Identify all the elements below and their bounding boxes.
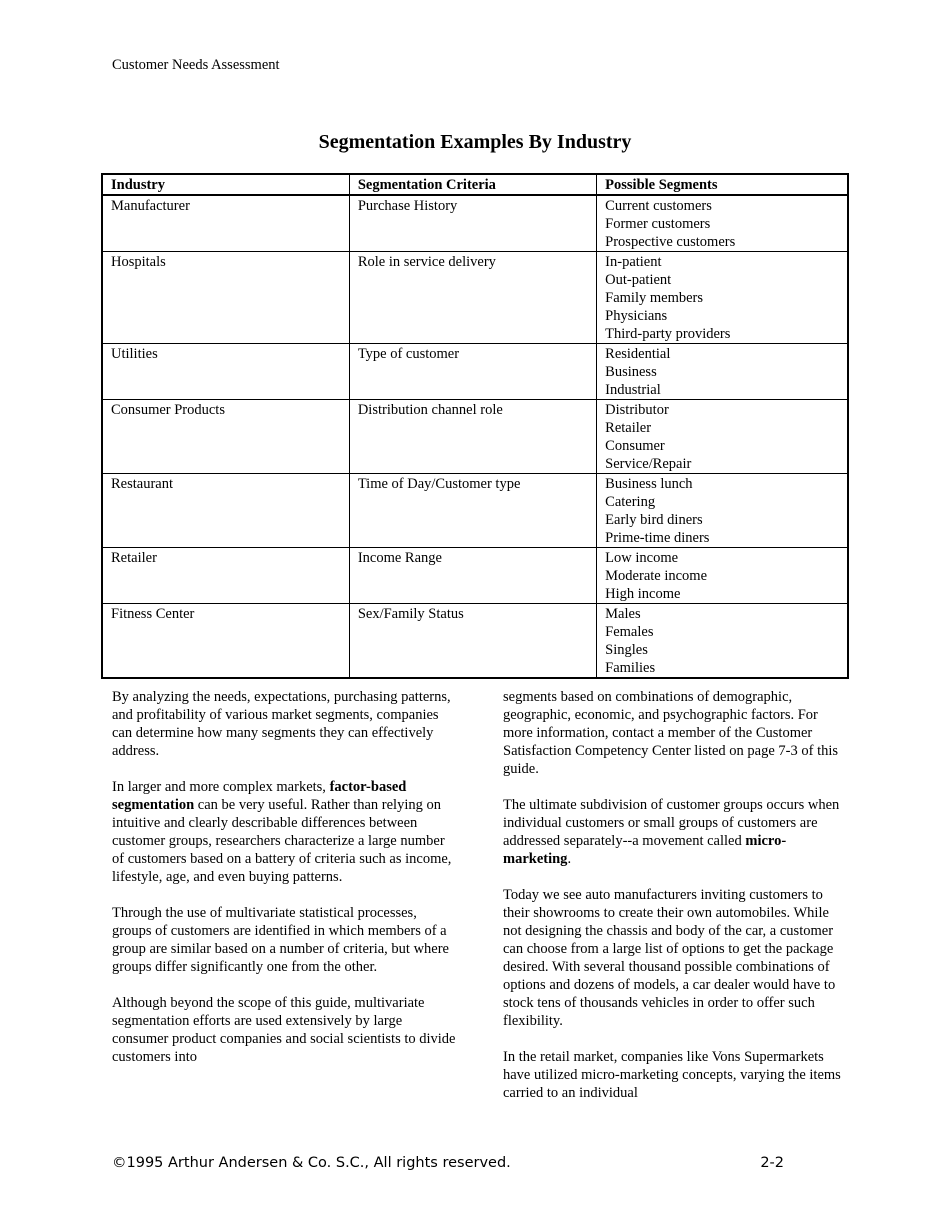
cell-industry: Utilities xyxy=(102,344,349,400)
segment-item: Prospective customers xyxy=(605,234,736,250)
paragraph: Although beyond the scope of this guide, multivariate segmentation efforts are used extensively by large consumer product companies and social scientists to divide customers into xyxy=(112,995,456,1065)
cell-segments xyxy=(597,604,848,679)
segment-item: Residential xyxy=(605,346,671,362)
segment-item: Current customers xyxy=(605,198,712,214)
page-footer xyxy=(112,1155,784,1171)
cell-criteria: Time of Day/Customer type xyxy=(349,474,596,548)
text-run: . xyxy=(567,851,572,867)
table-body xyxy=(102,195,848,678)
column-header-industry: Industry xyxy=(102,174,349,195)
paragraph: Today we see auto manufacturers inviting customers to their showrooms to create their own automobiles. While not designing the chassis and body of the car, a customer can choose from a large list of options to get the package desired. With several thousand possible combinations of options and dozens of models, a car dealer would have to stock tens of thousands vehicles in order to offer such flexibility. xyxy=(503,887,836,1029)
segment-item: Business xyxy=(605,364,657,380)
copyright-notice: ©1995 Arthur Andersen & Co. S.C., All rights reserved. xyxy=(112,1155,511,1171)
bold-term: factor-based segmentation xyxy=(112,779,407,813)
paragraph: Through the use of multivariate statistical processes, groups of customers are identified in which members of a group are similar based on a number of criteria, but where groups differ significantly one from the other. xyxy=(112,905,449,975)
segment-item: Former customers xyxy=(605,216,711,232)
paragraph: In the retail market, companies like Vons Supermarkets have utilized micro-marketing concepts, varying the items carried to an individual xyxy=(503,1049,841,1101)
cell-segments xyxy=(597,195,848,252)
paragraph xyxy=(503,796,848,868)
table-row xyxy=(102,604,848,679)
segment-item: Physicians xyxy=(605,308,668,324)
cell-industry: Fitness Center xyxy=(102,604,349,679)
segment-item: Family members xyxy=(605,290,704,306)
cell-segments xyxy=(597,252,848,344)
segment-item: Catering xyxy=(605,494,656,510)
table-row xyxy=(102,195,848,252)
cell-industry: Consumer Products xyxy=(102,400,349,474)
column-header-segments: Possible Segments xyxy=(597,174,848,195)
cell-criteria: Type of customer xyxy=(349,344,596,400)
segment-item: Consumer xyxy=(605,438,665,454)
segment-item: Early bird diners xyxy=(605,512,703,528)
text-run: In larger and more complex markets, xyxy=(112,779,330,795)
cell-criteria: Sex/Family Status xyxy=(349,604,596,679)
segmentation-table xyxy=(101,173,849,679)
cell-industry: Manufacturer xyxy=(102,195,349,252)
paragraph xyxy=(112,778,457,886)
bold-term: micro-marketing xyxy=(503,833,787,867)
paragraph: By analyzing the needs, expectations, purchasing patterns, and profitability of various market segments, companies can determine how many segments they can effectively address. xyxy=(112,689,451,759)
segment-item: Retailer xyxy=(605,420,652,436)
segment-item: Business lunch xyxy=(605,476,693,492)
cell-segments xyxy=(597,474,848,548)
table-row xyxy=(102,474,848,548)
table-header-row xyxy=(102,174,848,195)
segment-item: In-patient xyxy=(605,254,662,270)
segment-item: Third-party providers xyxy=(605,326,731,342)
segment-item: High income xyxy=(605,586,681,602)
cell-criteria: Income Range xyxy=(349,548,596,604)
segment-item: Industrial xyxy=(605,382,661,398)
segment-item: Families xyxy=(605,660,656,676)
segment-item: Singles xyxy=(605,642,648,658)
segment-item: Males xyxy=(605,606,641,622)
table-row xyxy=(102,400,848,474)
cell-criteria: Role in service delivery xyxy=(349,252,596,344)
table-row xyxy=(102,548,848,604)
page-number: 2-2 xyxy=(760,1155,784,1171)
table-row xyxy=(102,252,848,344)
cell-segments xyxy=(597,548,848,604)
segment-item: Low income xyxy=(605,550,679,566)
segment-item: Females xyxy=(605,624,654,640)
segment-item: Distributor xyxy=(605,402,669,418)
table-row xyxy=(102,344,848,400)
running-header: Customer Needs Assessment xyxy=(112,57,280,73)
page-title: Segmentation Examples By Industry xyxy=(318,131,632,153)
cell-criteria: Purchase History xyxy=(349,195,596,252)
segment-item: Prime-time diners xyxy=(605,530,710,546)
cell-segments xyxy=(597,344,848,400)
segment-item: Out-patient xyxy=(605,272,672,288)
cell-segments xyxy=(597,400,848,474)
cell-criteria: Distribution channel role xyxy=(349,400,596,474)
text-run: The ultimate subdivision of customer groups occurs when individual customers or small groups of customers are addressed separately--a movement called xyxy=(503,797,840,849)
body-column-left xyxy=(112,688,457,1084)
segment-item: Service/Repair xyxy=(605,456,692,472)
paragraph: segments based on combinations of demographic, geographic, economic, and psychographic factors. For more information, contact a member of the Customer Satisfaction Competency Center listed on page 7-3 of this guide. xyxy=(503,689,839,777)
cell-industry: Retailer xyxy=(102,548,349,604)
segment-item: Moderate income xyxy=(605,568,708,584)
cell-industry: Restaurant xyxy=(102,474,349,548)
cell-industry: Hospitals xyxy=(102,252,349,344)
text-run: can be very useful. Rather than relying on intuitive and clearly describable differences between customer groups, researchers characterize a large number of customers based on a battery of criteria such as income, lifestyle, age, and even buying patterns. xyxy=(112,797,452,885)
column-header-criteria: Segmentation Criteria xyxy=(349,174,596,195)
body-column-right xyxy=(503,688,848,1120)
